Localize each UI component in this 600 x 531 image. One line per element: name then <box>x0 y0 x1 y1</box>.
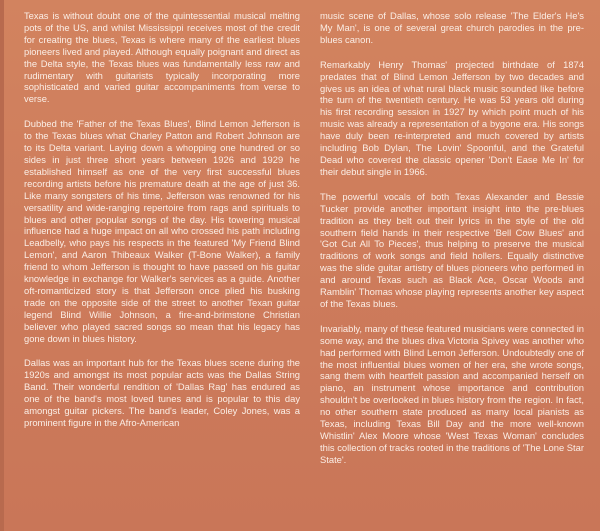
left-text-column <box>24 10 300 442</box>
right-text-column <box>320 10 584 479</box>
paragraph-dallas-scene: Dallas was an important hub for the Texas blues scene during the 1920s and amongst its most popular acts was the Dallas String Band. Their wonderful rendition of 'Dallas Rag' has endured as one of the band's most loved tunes and is popular to this day amongst guitar pickers. The band's leader, Coley Jones, was a prominent figure in the Afro-American <box>24 357 300 428</box>
paragraph-texas-alexander: The powerful vocals of both Texas Alexander and Bessie Tucker provide another important insight into the pre-blues tradition as they belt out their lyrics in the style of the old southern field hands in their respective 'Bell Cow Blues' and 'Got Cut All To Pieces', thus helping to preserve the musical traditions of work songs and field hollers. Equally distinctive was the slide guitar artistry of blues pioneers who performed in and around Texas such as Black Ace, Oscar Woods and Ramblin' Thomas whose playing represents another key aspect of the Texas blues. <box>320 190 584 309</box>
paragraph-henry-thomas: Remarkably Henry Thomas' projected birthdate of 1874 predates that of Blind Lemon Jefferson by two decades and gives us an idea of what rural black music sounded like before the turn of the twentieth century. He was 53 years old during his first recording session in 1927 by which point much of his music was already a representation of a bygone era. His songs have duly been re-interpreted and much covered by artists including Bob Dylan, The Lovin' Spoonful, and the Grateful Dead who covered the classic opener 'Don't Ease Me In' for their debut single in 1966. <box>320 58 584 177</box>
paragraph-coley-jones: music scene of Dallas, whose solo release 'The Elder's He's My Man', is one of several great church parodies in the pre-blues canon. <box>320 10 584 45</box>
paragraph-blind-lemon-jefferson: Dubbed the 'Father of the Texas Blues', Blind Lemon Jefferson is to the Texas blues what Charley Patton and Robert Johnson are to its Delta variant. Laying down a whopping one hundred or so sides in just three short years between 1926 and 1929 he established himself as one of the very first successful blues recording artists before his premature death at the age of just 36. Like many songsters of his time, Jefferson was renowned for his versatility and wide-ranging repertoire from rags and spirituals to blues and other popular songs of the day. His towering musical influence had a huge impact on all who crossed his path including Leadbelly, who pays his respects in the featured 'My Friend Blind Lemon', and Aaron Thibeaux Walker (T-Bone Walker), a family friend to whom Jefferson is thought to have passed on his guitar knowledge in exchange for Walker's services as a guide. Another oft-romanticized story is that Jefferson once plied his busking trade on the opposite side of the street to another Texan guitar legend Blind Willie Johnson, a fire-and-brimstone Christian believer who played sacred songs so mean that his legacy has gone down in blues history. <box>24 118 300 344</box>
paragraph-texas-intro: Texas is without doubt one of the quintessential musical melting pots of the US, and whilst Mississippi receives most of the credit for creating the blues, Texas is where many of the earliest blues pioneers lived and played. Although equally poignant and direct as the Delta style, the Texas blues was fundamentally less raw and rudimentary with guitarists typically incorporating more sophisticated and varied guitar accompaniments from verse to verse. <box>24 10 300 105</box>
paragraph-victoria-spivey: Invariably, many of these featured musicians were connected in some way, and the blues diva Victoria Spivey was another who had performed with Blind Lemon Jefferson. Undoubtedly one of the most influential blues women of her era, she wrote songs, sang them with heartfelt passion and accompanied herself on piano, an instrument whose importance and contribution shouldn't be overlooked in blues history from the region. In fact, no other southern state produced as many local pianists as Texas, including Texas Bill Day and the more well-known Whistlin' Alex Moore whose 'West Texas Woman' concludes this collection of tracks rooted in the traditions of 'The Lone Star State'. <box>320 322 584 465</box>
